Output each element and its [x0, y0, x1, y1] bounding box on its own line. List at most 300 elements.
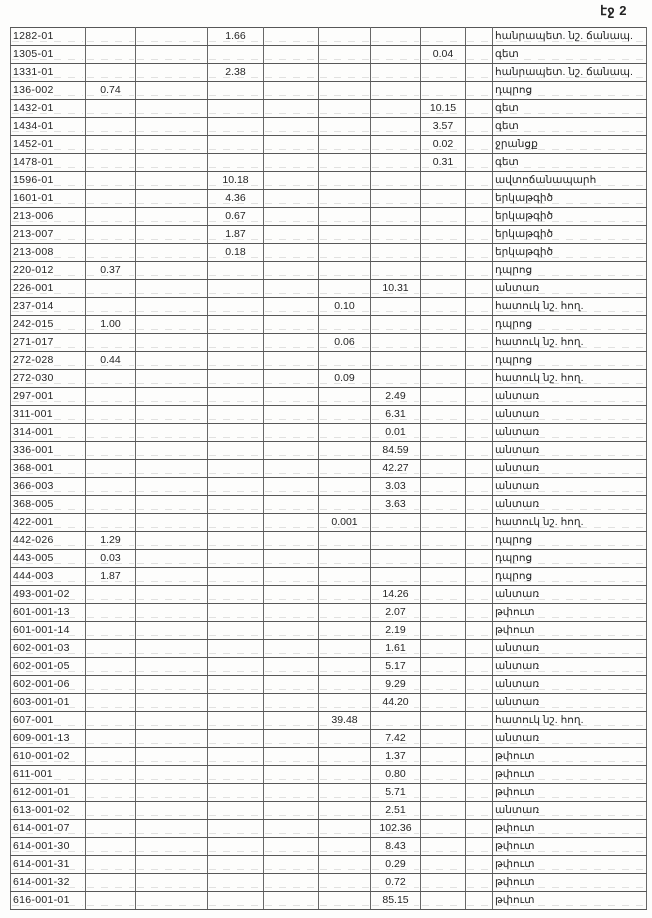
value-cell: 0.01: [371, 424, 421, 442]
value-cell: [208, 82, 264, 100]
value-cell: [371, 514, 421, 532]
parcel-code: 1432-01: [11, 100, 86, 118]
land-type-label: հանրապետ. նշ. ճանապ.: [493, 28, 647, 46]
value-cell: [264, 118, 319, 136]
land-type-label: հատուկ նշ. հող.: [493, 334, 647, 352]
value-cell: [421, 820, 466, 838]
table-row: [11, 298, 647, 316]
value-cell: [86, 712, 136, 730]
value-cell: [208, 478, 264, 496]
table-row: [11, 712, 647, 730]
value-cell: [466, 46, 493, 64]
value-cell: 0.37: [86, 262, 136, 280]
parcel-code: 1305-01: [11, 46, 86, 64]
value-cell: [86, 892, 136, 910]
value-cell: [264, 136, 319, 154]
value-cell: [264, 658, 319, 676]
value-cell: [421, 280, 466, 298]
parcel-code: 493-001-02: [11, 586, 86, 604]
value-cell: [136, 334, 208, 352]
value-cell: [136, 874, 208, 892]
value-cell: [421, 676, 466, 694]
value-cell: [86, 478, 136, 496]
value-cell: [86, 676, 136, 694]
table-row: [11, 118, 647, 136]
table-row: [11, 802, 647, 820]
land-type-label: անտառ: [493, 676, 647, 694]
land-type-label: թփուտ: [493, 604, 647, 622]
value-cell: 5.17: [371, 658, 421, 676]
value-cell: [136, 640, 208, 658]
land-type-label: հատուկ նշ. հող.: [493, 298, 647, 316]
value-cell: 1.00: [86, 316, 136, 334]
value-cell: [319, 388, 371, 406]
land-type-label: թփուտ: [493, 856, 647, 874]
value-cell: [86, 28, 136, 46]
value-cell: 0.001: [319, 514, 371, 532]
value-cell: [371, 172, 421, 190]
table-row: [11, 838, 647, 856]
table-row: [11, 694, 647, 712]
value-cell: [136, 136, 208, 154]
value-cell: [136, 82, 208, 100]
table-row: [11, 406, 647, 424]
value-cell: [86, 370, 136, 388]
value-cell: [208, 874, 264, 892]
value-cell: [421, 748, 466, 766]
value-cell: [264, 532, 319, 550]
value-cell: [319, 460, 371, 478]
parcel-code: 601-001-13: [11, 604, 86, 622]
land-type-label: դպրոց: [493, 82, 647, 100]
value-cell: [264, 298, 319, 316]
value-cell: 1.66: [208, 28, 264, 46]
parcel-code: 314-001: [11, 424, 86, 442]
value-cell: [466, 352, 493, 370]
value-cell: [421, 784, 466, 802]
value-cell: [264, 820, 319, 838]
value-cell: [319, 568, 371, 586]
value-cell: [421, 406, 466, 424]
land-type-label: թփուտ: [493, 892, 647, 910]
table-row: [11, 496, 647, 514]
value-cell: [264, 550, 319, 568]
value-cell: [421, 208, 466, 226]
value-cell: [264, 856, 319, 874]
value-cell: [371, 226, 421, 244]
value-cell: [264, 622, 319, 640]
value-cell: [421, 298, 466, 316]
value-cell: 0.80: [371, 766, 421, 784]
parcel-code: 297-001: [11, 388, 86, 406]
value-cell: [208, 316, 264, 334]
value-cell: [136, 892, 208, 910]
value-cell: [466, 154, 493, 172]
value-cell: [264, 100, 319, 118]
parcel-code: 368-001: [11, 460, 86, 478]
value-cell: [466, 136, 493, 154]
value-cell: [264, 514, 319, 532]
table-row: [11, 604, 647, 622]
value-cell: [466, 82, 493, 100]
value-cell: [208, 694, 264, 712]
value-cell: [208, 676, 264, 694]
value-cell: [421, 604, 466, 622]
parcel-code: 607-001: [11, 712, 86, 730]
value-cell: [421, 352, 466, 370]
table-row: [11, 478, 647, 496]
value-cell: [466, 226, 493, 244]
land-type-label: երկաթգիծ: [493, 208, 647, 226]
table-row: [11, 874, 647, 892]
value-cell: [319, 424, 371, 442]
value-cell: 1.61: [371, 640, 421, 658]
table-row: [11, 622, 647, 640]
land-type-label: անտառ: [493, 460, 647, 478]
value-cell: [208, 856, 264, 874]
value-cell: [136, 118, 208, 136]
land-type-label: երկաթգիծ: [493, 244, 647, 262]
land-type-label: ավտոճանապարհ: [493, 172, 647, 190]
table-row: [11, 208, 647, 226]
value-cell: [421, 874, 466, 892]
land-type-label: անտառ: [493, 424, 647, 442]
value-cell: [466, 802, 493, 820]
value-cell: [208, 784, 264, 802]
value-cell: [466, 712, 493, 730]
value-cell: [466, 64, 493, 82]
land-type-label: թփուտ: [493, 838, 647, 856]
value-cell: [208, 298, 264, 316]
value-cell: [319, 82, 371, 100]
value-cell: 0.29: [371, 856, 421, 874]
value-cell: [466, 874, 493, 892]
value-cell: [371, 100, 421, 118]
land-type-label: թփուտ: [493, 622, 647, 640]
value-cell: 102.36: [371, 820, 421, 838]
parcel-code: 1452-01: [11, 136, 86, 154]
table-row: [11, 586, 647, 604]
value-cell: [136, 370, 208, 388]
parcel-code: 1596-01: [11, 172, 86, 190]
parcel-code: 609-001-13: [11, 730, 86, 748]
value-cell: [136, 784, 208, 802]
value-cell: [208, 46, 264, 64]
value-cell: [86, 154, 136, 172]
land-type-label: երկաթգիծ: [493, 190, 647, 208]
land-type-label: գետ: [493, 46, 647, 64]
parcel-code: 616-001-01: [11, 892, 86, 910]
land-type-label: դպրոց: [493, 532, 647, 550]
value-cell: [466, 478, 493, 496]
value-cell: 0.18: [208, 244, 264, 262]
value-cell: [264, 442, 319, 460]
value-cell: [466, 118, 493, 136]
value-cell: 0.10: [319, 298, 371, 316]
value-cell: [208, 640, 264, 658]
value-cell: [264, 82, 319, 100]
value-cell: [208, 388, 264, 406]
value-cell: [208, 136, 264, 154]
value-cell: [136, 514, 208, 532]
value-cell: [319, 316, 371, 334]
value-cell: [466, 604, 493, 622]
value-cell: 0.06: [319, 334, 371, 352]
value-cell: [208, 586, 264, 604]
value-cell: 10.15: [421, 100, 466, 118]
value-cell: [86, 748, 136, 766]
value-cell: [86, 622, 136, 640]
parcel-code: 612-001-01: [11, 784, 86, 802]
table-row: [11, 46, 647, 64]
value-cell: [421, 82, 466, 100]
value-cell: [264, 172, 319, 190]
value-cell: [208, 802, 264, 820]
value-cell: [208, 658, 264, 676]
value-cell: [466, 298, 493, 316]
value-cell: 4.36: [208, 190, 264, 208]
value-cell: [136, 280, 208, 298]
value-cell: [466, 28, 493, 46]
value-cell: [466, 172, 493, 190]
value-cell: [208, 730, 264, 748]
value-cell: [264, 892, 319, 910]
parcel-code: 213-006: [11, 208, 86, 226]
value-cell: 10.18: [208, 172, 264, 190]
table-row: [11, 460, 647, 478]
table-row: [11, 100, 647, 118]
value-cell: [319, 208, 371, 226]
land-type-label: անտառ: [493, 586, 647, 604]
land-type-label: անտառ: [493, 478, 647, 496]
value-cell: [208, 892, 264, 910]
value-cell: [86, 244, 136, 262]
value-cell: [466, 694, 493, 712]
value-cell: [208, 532, 264, 550]
value-cell: [136, 586, 208, 604]
table-row: [11, 190, 647, 208]
value-cell: [264, 190, 319, 208]
value-cell: [208, 838, 264, 856]
value-cell: [86, 640, 136, 658]
value-cell: [319, 136, 371, 154]
value-cell: [421, 712, 466, 730]
value-cell: [319, 532, 371, 550]
value-cell: [319, 172, 371, 190]
parcel-code: 213-007: [11, 226, 86, 244]
value-cell: [421, 226, 466, 244]
value-cell: [421, 388, 466, 406]
value-cell: [208, 496, 264, 514]
parcel-code: 242-015: [11, 316, 86, 334]
parcel-code: 610-001-02: [11, 748, 86, 766]
parcel-code: 614-001-30: [11, 838, 86, 856]
value-cell: [264, 604, 319, 622]
value-cell: [136, 766, 208, 784]
parcel-code: 366-003: [11, 478, 86, 496]
table-row: [11, 154, 647, 172]
value-cell: [319, 604, 371, 622]
value-cell: 0.44: [86, 352, 136, 370]
value-cell: 0.09: [319, 370, 371, 388]
value-cell: [86, 766, 136, 784]
value-cell: [264, 154, 319, 172]
value-cell: [421, 64, 466, 82]
land-type-label: գետ: [493, 154, 647, 172]
value-cell: 0.03: [86, 550, 136, 568]
value-cell: [466, 406, 493, 424]
value-cell: [421, 838, 466, 856]
parcel-code: 602-001-06: [11, 676, 86, 694]
value-cell: [264, 586, 319, 604]
value-cell: [86, 820, 136, 838]
value-cell: [466, 208, 493, 226]
value-cell: [136, 28, 208, 46]
value-cell: [371, 316, 421, 334]
table-row: [11, 766, 647, 784]
value-cell: 3.63: [371, 496, 421, 514]
value-cell: [264, 838, 319, 856]
value-cell: [466, 424, 493, 442]
value-cell: [466, 442, 493, 460]
value-cell: [466, 640, 493, 658]
table-row: [11, 334, 647, 352]
land-type-label: անտառ: [493, 658, 647, 676]
value-cell: [371, 568, 421, 586]
land-type-label: գետ: [493, 100, 647, 118]
parcel-code: 272-030: [11, 370, 86, 388]
value-cell: [319, 874, 371, 892]
value-cell: [319, 244, 371, 262]
value-cell: [208, 118, 264, 136]
value-cell: 1.29: [86, 532, 136, 550]
value-cell: [136, 244, 208, 262]
value-cell: [371, 262, 421, 280]
value-cell: [421, 658, 466, 676]
value-cell: [264, 280, 319, 298]
value-cell: [466, 532, 493, 550]
land-type-label: անտառ: [493, 640, 647, 658]
value-cell: [421, 730, 466, 748]
value-cell: [264, 640, 319, 658]
value-cell: [421, 496, 466, 514]
value-cell: [264, 352, 319, 370]
table-row: [11, 82, 647, 100]
value-cell: [136, 442, 208, 460]
value-cell: [371, 334, 421, 352]
value-cell: [136, 424, 208, 442]
value-cell: [421, 172, 466, 190]
table-row: [11, 424, 647, 442]
parcel-code: 220-012: [11, 262, 86, 280]
value-cell: [466, 280, 493, 298]
table-row: [11, 388, 647, 406]
value-cell: [264, 370, 319, 388]
value-cell: [319, 100, 371, 118]
value-cell: [264, 388, 319, 406]
land-type-label: անտառ: [493, 730, 647, 748]
value-cell: [319, 406, 371, 424]
value-cell: [466, 514, 493, 532]
table-row: [11, 748, 647, 766]
value-cell: [264, 262, 319, 280]
value-cell: [319, 352, 371, 370]
value-cell: [136, 154, 208, 172]
value-cell: [86, 874, 136, 892]
value-cell: [264, 712, 319, 730]
value-cell: [86, 298, 136, 316]
value-cell: [421, 28, 466, 46]
value-cell: [319, 838, 371, 856]
table-row: [11, 370, 647, 388]
value-cell: 2.07: [371, 604, 421, 622]
land-type-label: անտառ: [493, 694, 647, 712]
value-cell: [371, 208, 421, 226]
value-cell: [208, 262, 264, 280]
value-cell: [136, 532, 208, 550]
table-body: [11, 28, 647, 910]
value-cell: 0.72: [371, 874, 421, 892]
parcel-code: 611-001: [11, 766, 86, 784]
value-cell: [319, 766, 371, 784]
value-cell: [319, 658, 371, 676]
value-cell: 8.43: [371, 838, 421, 856]
value-cell: [466, 730, 493, 748]
value-cell: [319, 748, 371, 766]
value-cell: [466, 460, 493, 478]
value-cell: [319, 46, 371, 64]
land-type-label: դպրոց: [493, 262, 647, 280]
value-cell: 2.38: [208, 64, 264, 82]
value-cell: [319, 28, 371, 46]
value-cell: [208, 352, 264, 370]
value-cell: [466, 766, 493, 784]
value-cell: [86, 208, 136, 226]
value-cell: [208, 100, 264, 118]
page-number: էջ 2: [600, 3, 627, 18]
value-cell: [466, 748, 493, 766]
value-cell: [136, 820, 208, 838]
parcel-code: 1601-01: [11, 190, 86, 208]
value-cell: [136, 604, 208, 622]
table-row: [11, 658, 647, 676]
table-row: [11, 226, 647, 244]
value-cell: [136, 712, 208, 730]
value-cell: [264, 28, 319, 46]
parcel-code: 602-001-05: [11, 658, 86, 676]
value-cell: [136, 46, 208, 64]
value-cell: [319, 676, 371, 694]
parcel-code: 136-002: [11, 82, 86, 100]
value-cell: [466, 892, 493, 910]
value-cell: [466, 658, 493, 676]
value-cell: [86, 604, 136, 622]
value-cell: [136, 388, 208, 406]
table-row: [11, 280, 647, 298]
value-cell: [264, 784, 319, 802]
value-cell: [421, 622, 466, 640]
value-cell: [466, 496, 493, 514]
value-cell: [264, 478, 319, 496]
land-type-label: անտառ: [493, 388, 647, 406]
value-cell: [136, 550, 208, 568]
value-cell: [319, 154, 371, 172]
value-cell: [208, 514, 264, 532]
value-cell: [371, 370, 421, 388]
value-cell: [86, 190, 136, 208]
value-cell: [466, 550, 493, 568]
value-cell: 0.31: [421, 154, 466, 172]
